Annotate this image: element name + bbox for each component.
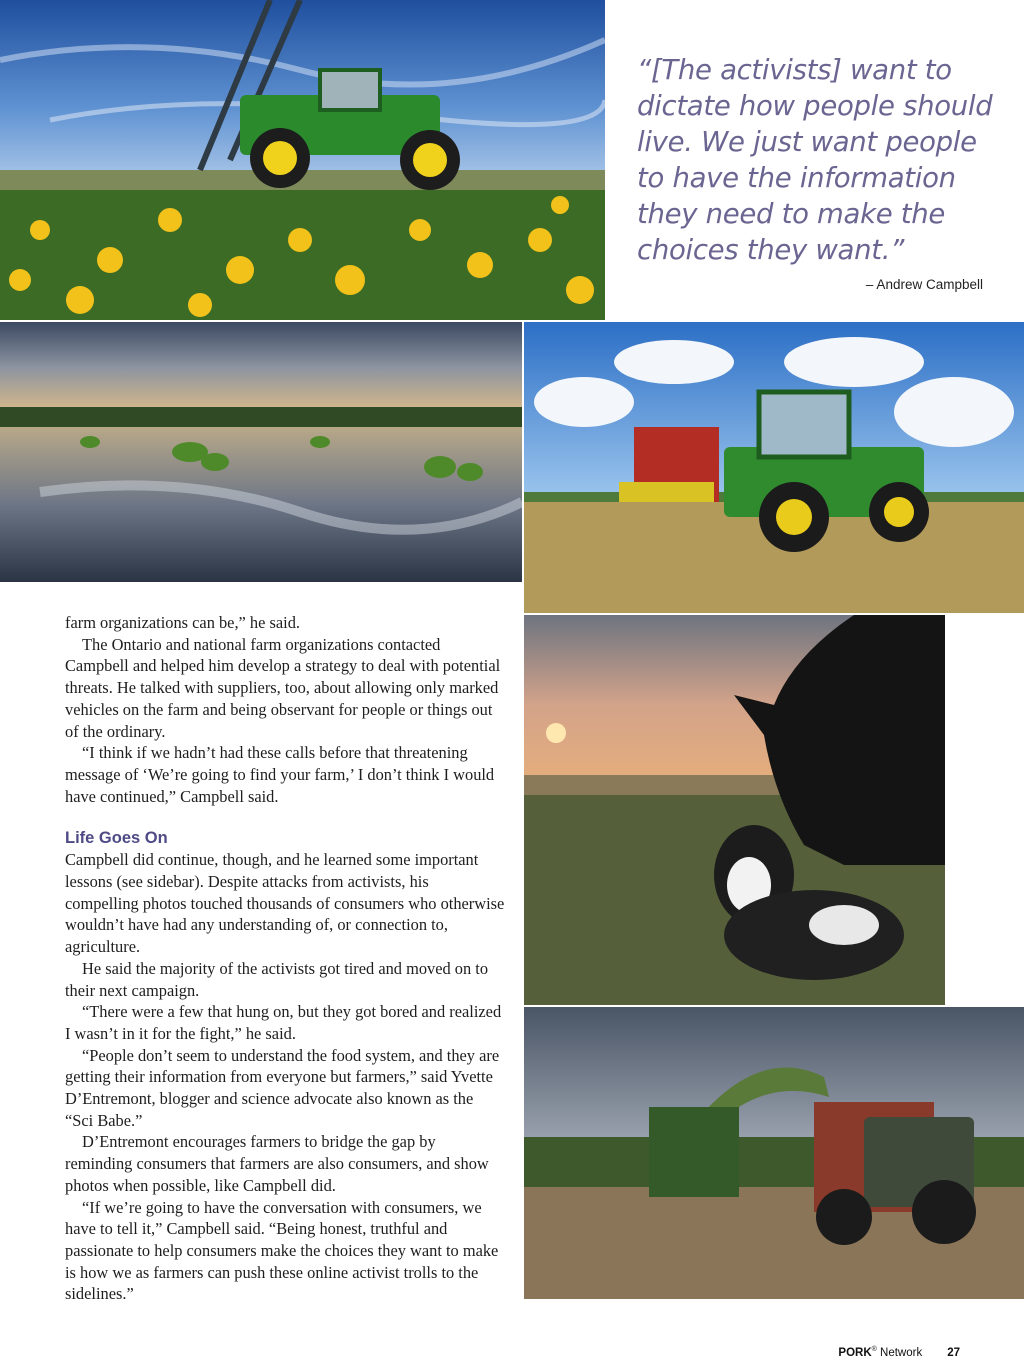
photo-sprayer-dandelions <box>0 0 605 320</box>
article-paragraph: The Ontario and national farm organizations contacted Campbell and helped him develop a strategy to deal with potential threats. He talked with suppliers, too, about allowing only marked vehicles on the farm and being observant for people or things out of the ordinary. <box>65 634 501 741</box>
page-footer <box>838 1346 960 1359</box>
publication-name <box>838 1346 922 1359</box>
article-body <box>65 612 505 1305</box>
photo-forage-harvest <box>524 1007 1024 1299</box>
article-paragraph: “People don’t seem to understand the food system, and they are getting their information from everyone but farmers,” said Yvette D’Entremont, blogger and science advocate also known as the “Sci Babe.” <box>65 1045 500 1130</box>
article-paragraph: D’Entremont encourages farmers to bridge the gap by reminding consumers that farmers are also consumers, and show photos when possible, like Campbell did. <box>65 1132 489 1195</box>
photo-flooded-field <box>0 322 522 582</box>
pull-quote: “[The activists] want to dictate how people should live. We just want people to have the information they need to make the choices they want.” <box>637 54 993 266</box>
article-paragraph: farm organizations can be,” he said. <box>65 613 300 632</box>
photo-cow-calf <box>524 615 945 1005</box>
article-paragraph: “I think if we hadn’t had these calls before that threatening message of ‘We’re going to find your farm,’ I don’t think I would have continued,” Campbell said. <box>65 743 495 806</box>
article-paragraph: “There were a few that hung on, but they got bored and realized I wasn’t in it for the fight,” he said. <box>65 1002 502 1043</box>
publication-brand: PORK <box>838 1346 872 1359</box>
trademark-symbol: ® <box>871 1346 877 1353</box>
article-paragraph: “If we’re going to have the conversation with consumers, we have to tell it,” Campbell said. “Being honest, truthful and passionate to help consumers make the choices they want to make is how we as farmers can push these online activist trolls to the sidelines.” <box>65 1197 499 1304</box>
article-paragraph: He said the majority of the activists got tired and moved on to their next campaign. <box>65 958 489 1000</box>
article-paragraph: Campbell did continue, though, and he learned some important lessons (see sidebar). Despite attacks from activists, his compelling photos touched thousands of consumers who otherwise wouldn’t have had any understanding of, or connection to, agriculture. <box>65 850 505 957</box>
page-number: 27 <box>947 1346 960 1359</box>
quote-attribution: – Andrew Campbell <box>865 277 983 292</box>
section-heading: Life Goes On <box>65 829 168 848</box>
publication-network: Network <box>880 1346 923 1359</box>
photo-tractor-wagon <box>524 322 1024 613</box>
